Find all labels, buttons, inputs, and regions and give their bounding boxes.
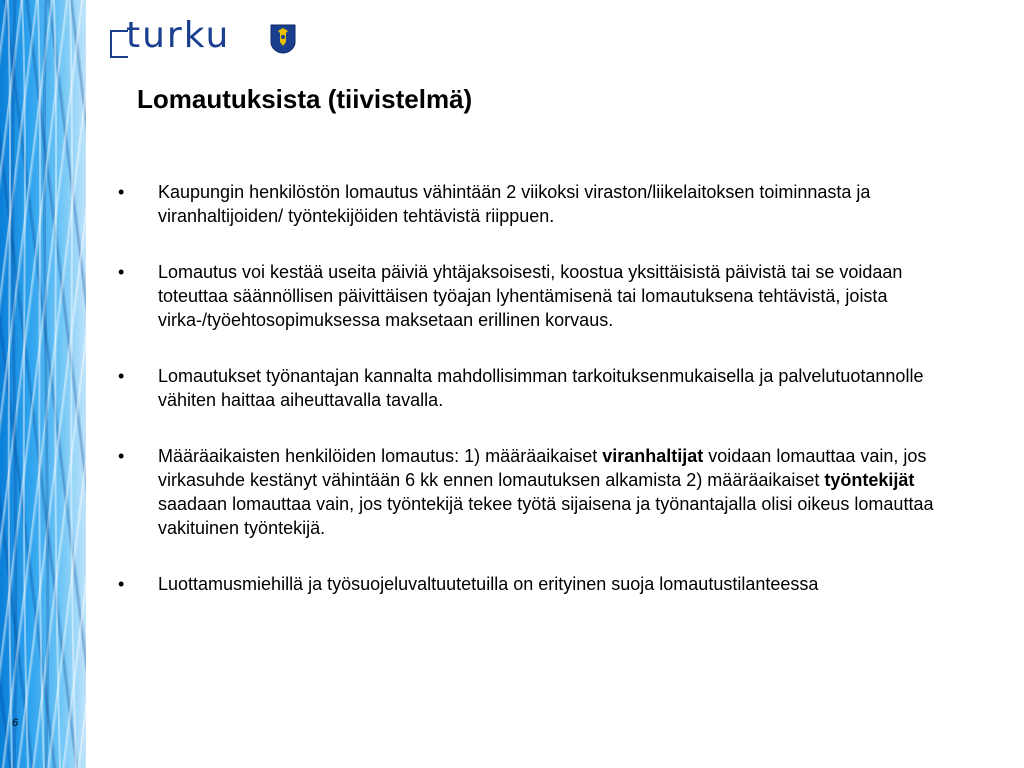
bullet-text-part: saadaan lomauttaa vain, jos työntekijä tekee työtä sijaisena ja työnantajalla olisi oikeus lomauttaa vakituinen työntekijä. <box>158 494 934 538</box>
bullet-item <box>113 572 963 596</box>
turku-logo <box>110 15 300 60</box>
bullet-item <box>113 364 963 412</box>
bullet-text-part: Määräaikaisten henkilöiden lomautus: 1) määräaikaiset <box>158 446 603 466</box>
slide-title: Lomautuksista (tiivistelmä) <box>137 84 473 114</box>
bullet-text <box>158 446 933 538</box>
bullet-marker: • <box>118 262 125 282</box>
bullet-text: Lomautus voi kestää useita päiviä yhtäjaksoisesti, koostua yksittäisistä päivistä tai se voidaan toteuttaa säännöllisen päivittäisen työajan lyhentämisenä tai lomautuksena tehtävistä, joista virka-/työehtosopimuksessa maksetaan erillinen korvaus. <box>158 262 903 330</box>
bullet-text: Lomautukset työnantajan kannalta mahdollisimman tarkoituksenmukaisella ja palvelutuotannolle vähiten haittaa aiheuttavalla tavalla. <box>158 366 924 410</box>
page-number: 6 <box>12 717 19 729</box>
bullet-item <box>113 444 963 540</box>
logo-wordmark: turku <box>126 15 231 56</box>
bullet-item <box>113 260 963 332</box>
bullet-text: Kaupungin henkilöstön lomautus vähintään 2 viikoksi viraston/liikelaitoksen toiminnasta ja viranhaltijoiden/ työntekijöiden tehtävistä riippuen. <box>158 182 871 226</box>
bullet-text-part: voidaan lomauttaa vain, jos virkasuhde kestänyt vähintään 6 kk ennen lomautuksen alkamista 2) määräaikaiset <box>158 446 927 490</box>
bullet-marker: • <box>118 182 125 202</box>
decorative-side-strip <box>0 0 86 768</box>
bullet-marker: • <box>118 574 125 594</box>
bullet-marker: • <box>118 366 125 386</box>
bullet-text-emphasis: viranhaltijat <box>602 446 704 466</box>
turku-crest-icon <box>270 24 296 54</box>
bullet-item <box>113 180 963 228</box>
strip-texture <box>0 0 86 768</box>
bullet-text-emphasis: työntekijät <box>824 470 915 490</box>
bullet-marker: • <box>118 446 125 466</box>
bullet-list <box>113 180 963 628</box>
bullet-text: Luottamusmiehillä ja työsuojeluvaltuutetuilla on erityinen suoja lomautustilanteessa <box>158 574 819 594</box>
